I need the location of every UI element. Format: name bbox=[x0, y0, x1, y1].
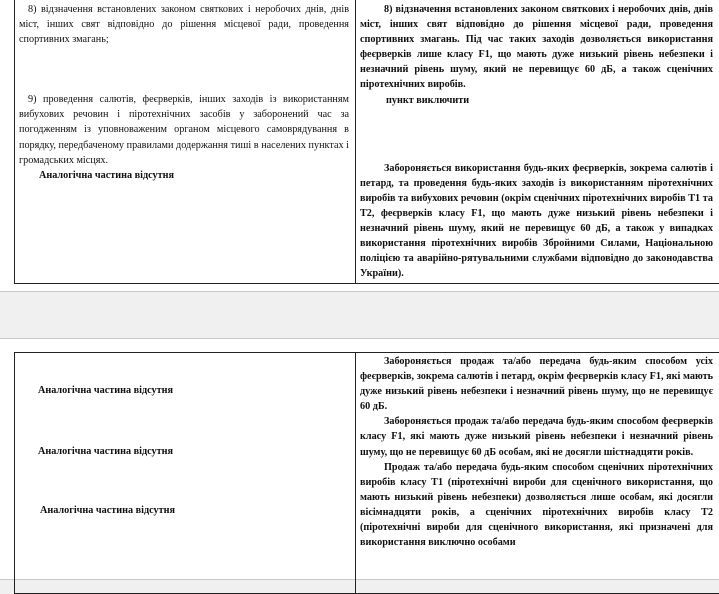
right-ban-paragraph: Забороняється використання будь-яких феєрверків, зокрема салютів і петард, та проведення будь-яких заходів із використанням піротехнічних виробів та вибухових речовин (окрім сценічних піротехнічних виробів Т1 та Т2, феєрверків класу F1, що мають дуже низький рівень небезпеки і незначний рівень шуму, який не перевищує 60 дБ, а також у випадках використання піротехнічних виробів Збройними Силами, Національною поліцією та аварійно-рятувальними службами відповідно до законодавства України). bbox=[360, 161, 713, 282]
left-column-cell bbox=[15, 0, 356, 284]
right-paragraph-3: Продаж та/або передача будь-яким способом сценічних піротехнічних виробів класу Т1 (піротехнічні вироби для сценічного використання, що мають низький рівень небезпеки) дозволяється лише особам, які досягли вісімнадцяти років, а сценічних піротехнічних виробів класу Т2 (піротехнічні вироби для сценічного використання, які призначені для використання виключно особами bbox=[360, 460, 713, 551]
table-row bbox=[15, 353, 719, 594]
document-page-1 bbox=[0, 0, 719, 292]
absent-part-label: Аналогічна частина відсутня bbox=[19, 168, 349, 183]
absent-part-label: Аналогічна частина відсутня bbox=[38, 383, 173, 398]
right-paragraph-1: Забороняється продаж та/або передача будь-яким способом усіх феєрверків, зокрема салютів і петард, окрім феєрверків класу F1, які мають дуже низький рівень небезпеки і незначний рівень шуму, що не перевищує 60 дБ. bbox=[360, 354, 713, 414]
absent-part-label: Аналогічна частина відсутня bbox=[38, 444, 173, 459]
right-item-9: пункт виключити bbox=[360, 93, 713, 108]
absent-part-label: Аналогічна частина відсутня bbox=[40, 503, 175, 518]
right-column-cell bbox=[356, 353, 719, 594]
left-item-8: 8) відзначення встановлених законом святкових і неробочих днів, днів міст, інших свят відповідно до рішення місцевої ради, проведення спортивних змагань; bbox=[19, 2, 349, 47]
right-column-cell bbox=[356, 0, 719, 284]
table-row bbox=[15, 0, 719, 284]
comparison-table-1 bbox=[14, 0, 719, 284]
left-column-cell bbox=[15, 353, 356, 594]
right-paragraph-2: Забороняється продаж та/або передача будь-яким способом феєрверків класу F1, які мають дуже низький рівень небезпеки і незначний рівень шуму, що не перевищує 60 дБ особам, які не досягли шістнадцяти років. bbox=[360, 414, 713, 459]
right-item-8: 8) відзначення встановлених законом святкових і неробочих днів, днів міст, інших свят відповідно до рішення місцевої ради, проведення спортивних змагань. bbox=[360, 4, 713, 45]
comparison-table-2 bbox=[14, 352, 719, 594]
left-item-9: 9) проведення салютів, феєрверків, інших заходів із використанням вибухових речовин і піротехнічних засобів у заборонений час за погодженням із уповноваженим органом місцевого самоврядування в порядку, передбаченому правилами додержання тиші в населених пунктах і громадських місцях. bbox=[19, 92, 349, 167]
right-item-8-addition: Під час таких заходів дозволяється використання феєрверків лише класу F1, що мають дуже низький рівень небезпеки і незначний рівень шуму, який не перевищує 60 дБ, а також сценічних піротехнічних виробів. bbox=[360, 34, 713, 90]
document-page-2 bbox=[0, 338, 719, 580]
